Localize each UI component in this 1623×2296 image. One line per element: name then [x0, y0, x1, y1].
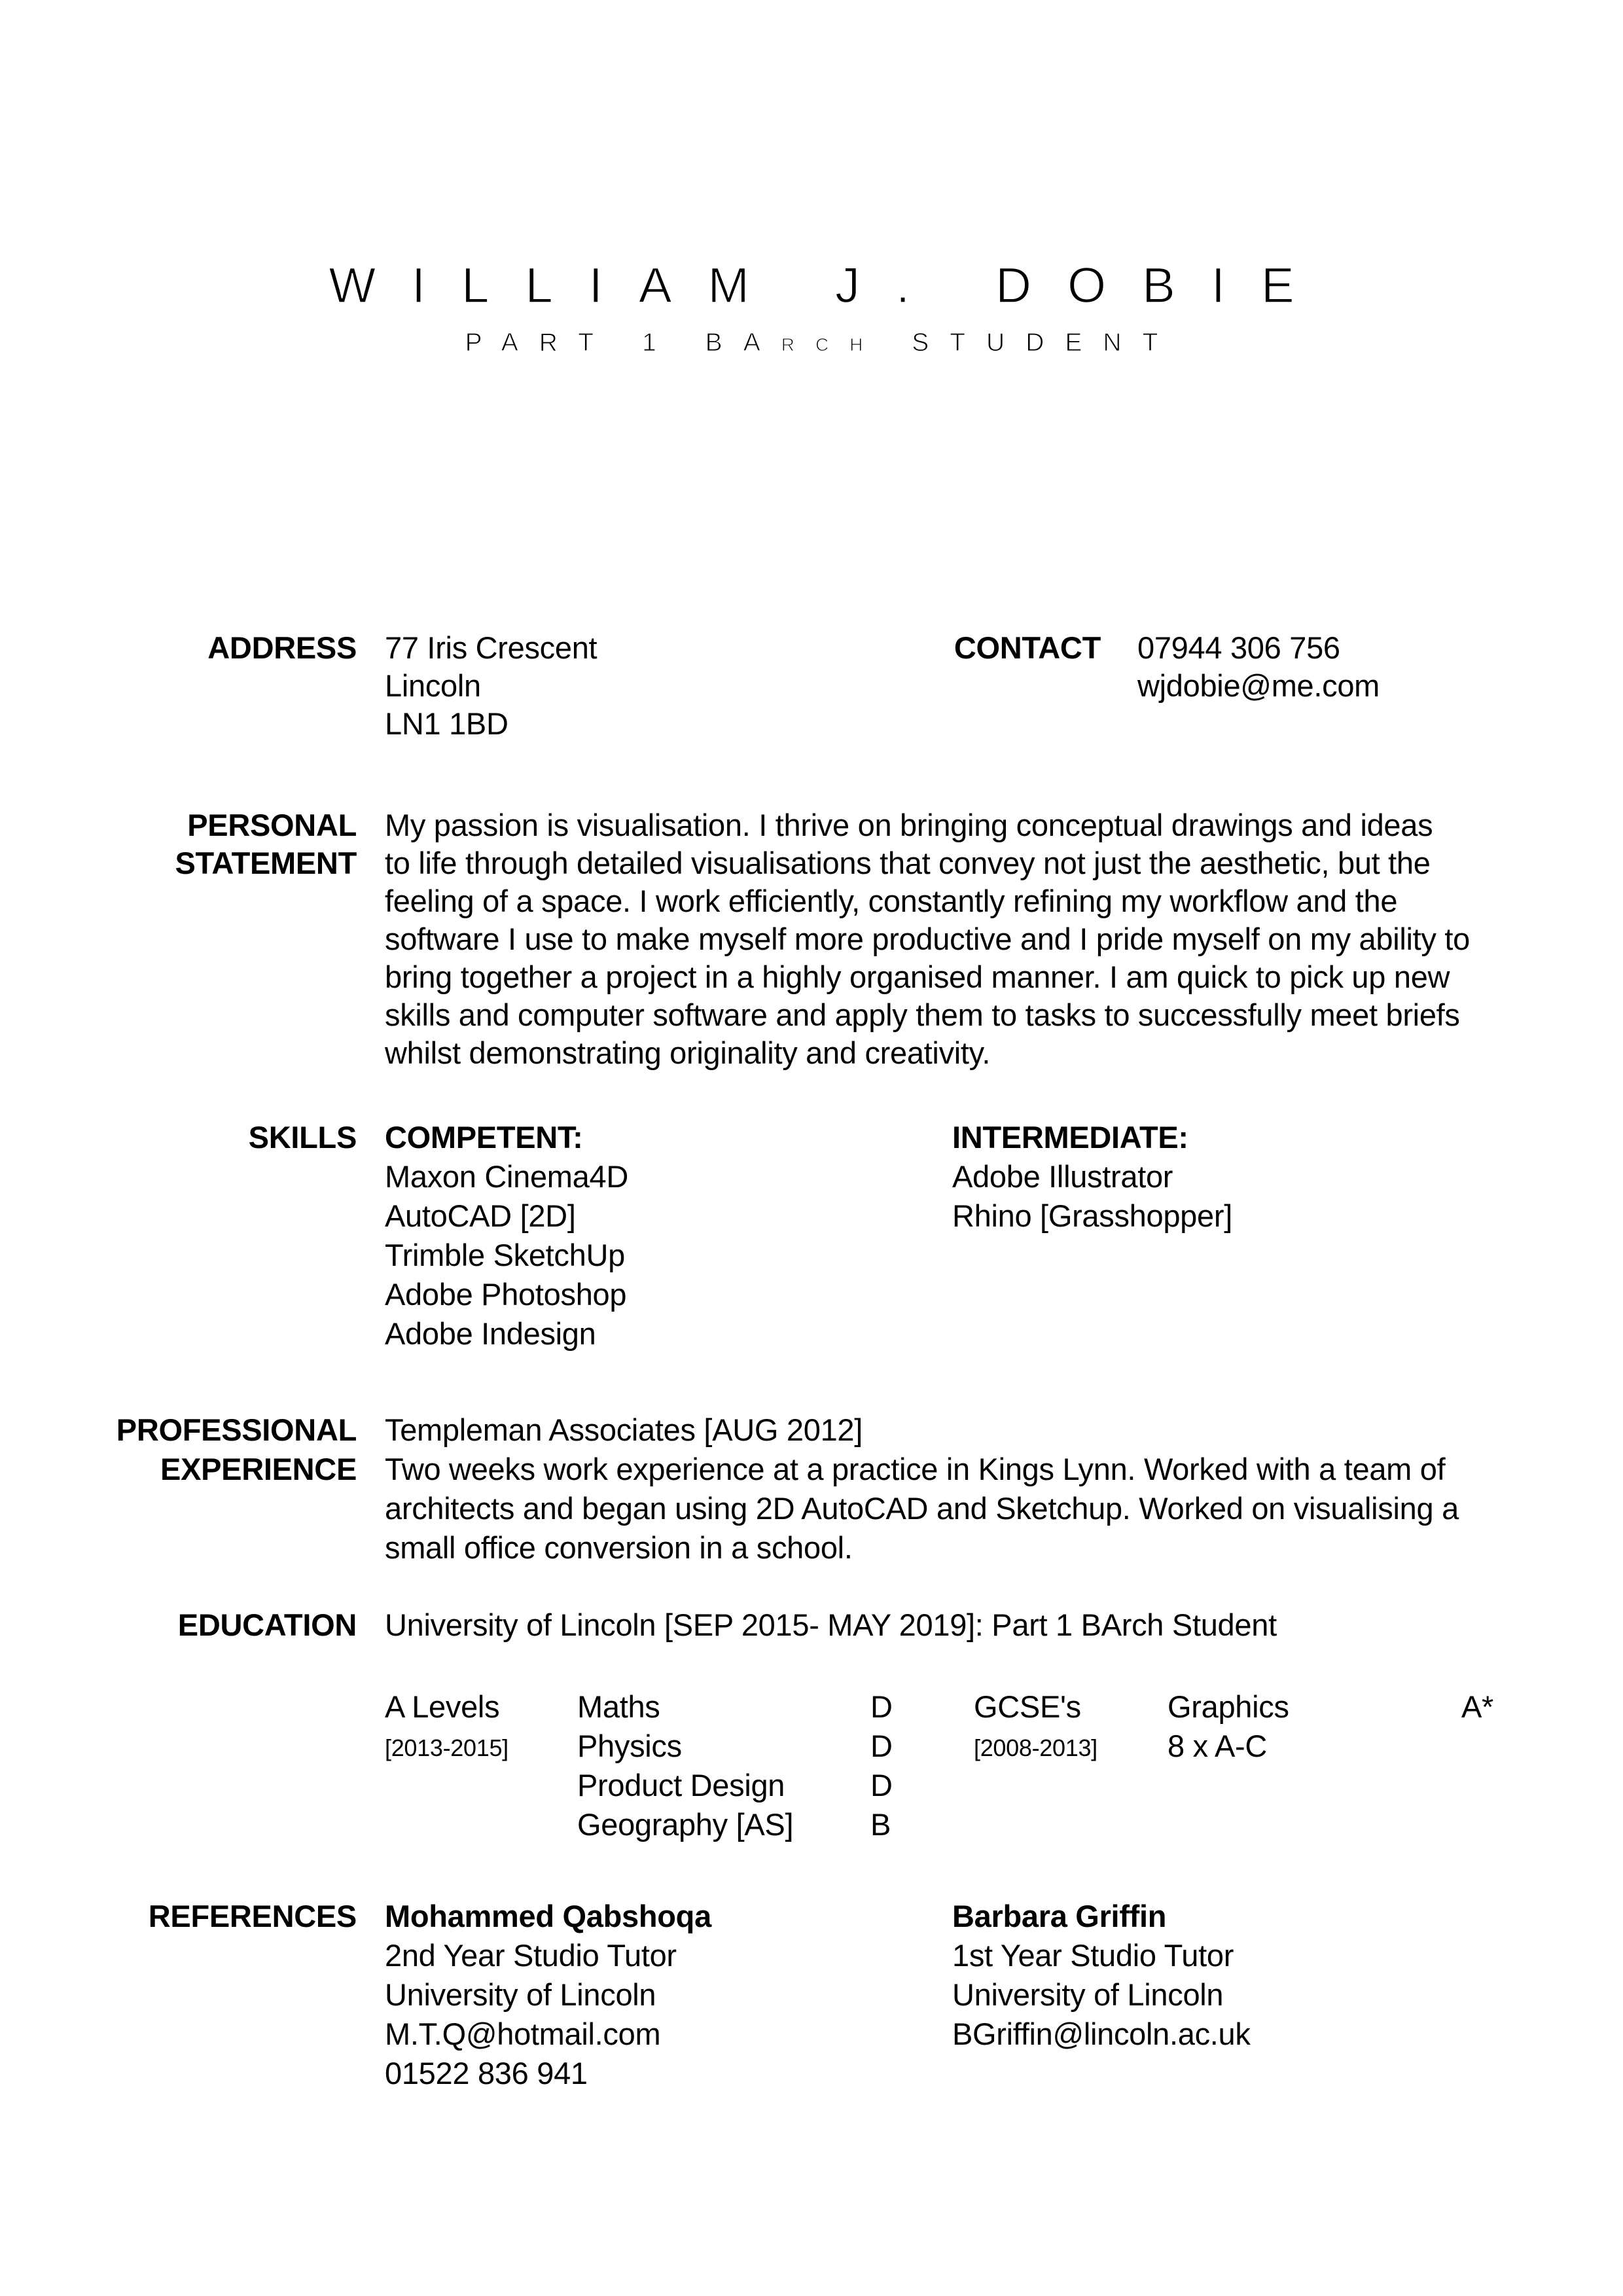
- statement-line: My passion is visualisation. I thrive on bringing conceptual drawings and ideas: [385, 808, 1433, 842]
- page-subtitle: [0, 330, 1623, 357]
- address-block: [385, 629, 597, 743]
- reference-phone: 01522 836 941: [385, 2056, 588, 2090]
- statement-line: whilst demonstrating originality and creativity.: [385, 1035, 991, 1070]
- alevel-grade: D: [870, 1729, 893, 1763]
- gcse-title-block: [974, 1687, 1097, 1768]
- experience-label: [116, 1410, 357, 1489]
- alevels-title-block: [385, 1687, 508, 1768]
- references-label: REFERENCES: [148, 1899, 357, 1933]
- skill-item: AutoCAD [2D]: [385, 1198, 576, 1233]
- page-title: WILLIAM J. DOBIE: [329, 258, 1330, 314]
- personal-statement-label-line: STATEMENT: [175, 846, 357, 880]
- skill-item: Rhino [Grasshopper]: [952, 1198, 1232, 1233]
- alevels-grades: [870, 1687, 893, 1844]
- alevel-grade: B: [870, 1807, 891, 1842]
- gcse-top-grade: A*: [1461, 1689, 1494, 1724]
- contact-email: wjdobie@me.com: [1137, 668, 1380, 703]
- skill-item: Maxon Cinema4D: [385, 1159, 628, 1194]
- alevel-subject: Product Design: [577, 1768, 785, 1803]
- address-label: ADDRESS: [207, 630, 357, 665]
- gcse-result: 8 x A-C: [1168, 1729, 1268, 1763]
- skill-item: Adobe Photoshop: [385, 1277, 627, 1312]
- personal-statement-label-line: PERSONAL: [187, 808, 357, 842]
- reference-line: 2nd Year Studio Tutor: [385, 1938, 677, 1973]
- experience-label-line: PROFESSIONAL: [116, 1412, 357, 1447]
- reference-line: 1st Year Studio Tutor: [952, 1938, 1234, 1973]
- education-headline: University of Lincoln [SEP 2015- MAY 2019]: Part 1 BArch Student: [385, 1607, 1277, 1642]
- reference-2: [952, 1897, 1251, 2054]
- skills-competent-block: [385, 1118, 628, 1354]
- subtitle-part-after: STUDENT: [883, 329, 1179, 357]
- statement-line: bring together a project in a highly organised manner. I am quick to pick up new: [385, 960, 1450, 994]
- personal-statement-text: [385, 806, 1470, 1072]
- personal-statement-label: [175, 806, 357, 882]
- intermediate-heading: INTERMEDIATE:: [952, 1120, 1188, 1155]
- education-label: EDUCATION: [177, 1607, 357, 1642]
- experience-label-line: EXPERIENCE: [160, 1452, 357, 1486]
- alevel-grade: D: [870, 1689, 893, 1724]
- alevels-subjects: [577, 1687, 793, 1844]
- alevel-subject: Maths: [577, 1689, 660, 1724]
- skill-item: Adobe Indesign: [385, 1316, 596, 1351]
- statement-line: skills and computer software and apply them to tasks to successfully meet briefs: [385, 997, 1460, 1032]
- address-line: Lincoln: [385, 668, 481, 703]
- gcse-years: [2008-2013]: [974, 1734, 1097, 1761]
- gcse-result: Graphics: [1168, 1689, 1289, 1724]
- gcse-grade-block: [1461, 1687, 1493, 1727]
- experience-block: [385, 1410, 1459, 1568]
- reference-1: [385, 1897, 711, 2093]
- contact-block: [1137, 629, 1380, 705]
- alevels-years: [2013-2015]: [385, 1734, 508, 1761]
- skills-label: SKILLS: [248, 1120, 357, 1155]
- skill-item: Adobe Illustrator: [952, 1159, 1173, 1194]
- subtitle-part-small: RCH: [781, 334, 884, 355]
- address-line: LN1 1BD: [385, 706, 508, 741]
- skills-intermediate-block: [952, 1118, 1232, 1236]
- statement-line: to life through detailed visualisations that convey not just the aesthetic, but the: [385, 846, 1431, 880]
- experience-line: Two weeks work experience at a practice in Kings Lynn. Worked with a team of: [385, 1452, 1446, 1486]
- alevels-title: A Levels: [385, 1689, 500, 1724]
- alevel-subject: Physics: [577, 1729, 682, 1763]
- experience-line: small office conversion in a school.: [385, 1530, 853, 1565]
- statement-line: software I use to make myself more productive and I pride myself on my ability to: [385, 922, 1470, 956]
- reference-name: Barbara Griffin: [952, 1899, 1167, 1933]
- gcse-title: GCSE's: [974, 1689, 1081, 1724]
- alevel-grade: D: [870, 1768, 893, 1803]
- experience-employer: Templeman Associates [AUG 2012]: [385, 1412, 863, 1447]
- statement-line: feeling of a space. I work efficiently, constantly refining my workflow and the: [385, 884, 1398, 918]
- subtitle-part-before: PART 1 BA: [465, 329, 781, 357]
- competent-heading: COMPETENT:: [385, 1120, 583, 1155]
- reference-email: BGriffin@lincoln.ac.uk: [952, 2017, 1251, 2051]
- alevel-subject: Geography [AS]: [577, 1807, 794, 1842]
- contact-phone: 07944 306 756: [1137, 630, 1340, 665]
- reference-name: Mohammed Qabshoqa: [385, 1899, 711, 1933]
- skill-item: Trimble SketchUp: [385, 1238, 625, 1272]
- experience-line: architects and began using 2D AutoCAD and Sketchup. Worked on visualising a: [385, 1491, 1459, 1526]
- reference-line: University of Lincoln: [385, 1977, 656, 2012]
- gcse-results: [1168, 1687, 1289, 1766]
- reference-email: M.T.Q@hotmail.com: [385, 2017, 661, 2051]
- contact-label: CONTACT: [954, 630, 1101, 665]
- reference-line: University of Lincoln: [952, 1977, 1224, 2012]
- address-line: 77 Iris Crescent: [385, 630, 597, 665]
